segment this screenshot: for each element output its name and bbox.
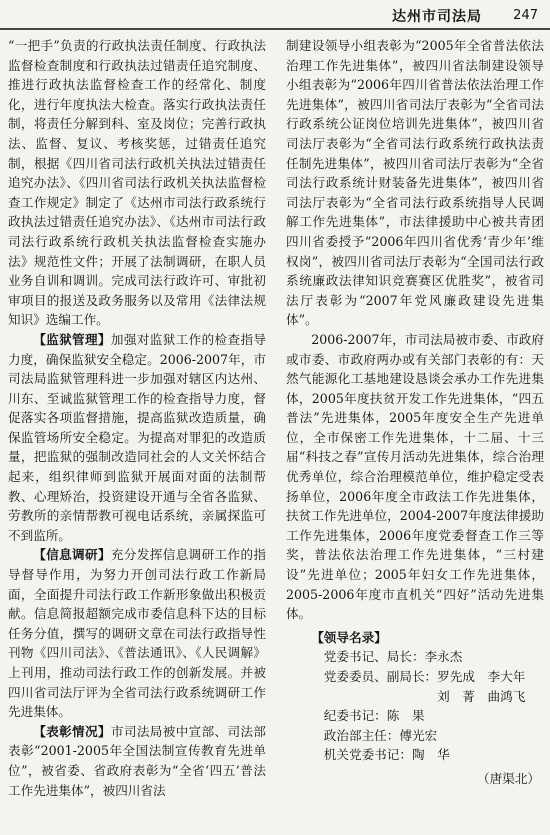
section-text-awards: 市司法局被中宣部、司法部表彰“2001-2005年全国法制宣传教育先进单位”，被省委、省政府表彰为“全省‘四五’普法工作先进集体”，被四川省法 xyxy=(8,723,267,798)
section-awards xyxy=(8,722,266,800)
page-number: 247 xyxy=(513,8,538,23)
right-column xyxy=(286,36,544,789)
leader-row: 政治部主任：傅光宏 xyxy=(323,727,438,743)
section-title-awards: 【表彰情况】 xyxy=(33,723,111,739)
section-text-info: 充分发挥信息调研工作的指导督导作用，为努力开创司法行政工作新局面，全面提升司法行政工作新形象做出积极贡献。信息简报超额完成市委信息科下达的目标任务分值，撰写的调研文章在司法行政指导性刊物《四川司法》、《普法通讯》、《人民调解》上刊用，推动司法行政工作的创新发展。并被四川省司法厅评为全省司法行政系统调研工作先进集体。 xyxy=(8,547,267,720)
section-title-prison: 【监狱管理】 xyxy=(33,331,111,347)
header-title: 达州市司法局 xyxy=(392,9,482,25)
author-credit: （唐渠北） xyxy=(477,770,540,786)
leaders-title: 【领导名录】 xyxy=(311,629,387,645)
paragraph-awards-continued: 制建设领导小组表彰为“2005年全省普法依法治理工作先进集体”，被四川省法制建设领导小组表彰为“2006年四川省普法依法治理工作先进集体”，被四川省司法厅表彰为“全省司法行政系统公证岗位培训先进集体”，被四川省司法厅表彰为“全省司法行政系统行政执法责任制先进集体”，被四川省司法厅表彰为“全省司法行政系统计财装备先进集体”，被四川省司法厅表彰为“全省司法行政系统指导人民调解工作先进集体”，市法律援助中心被共青团四川省委授予“2006年四川省优秀‘青少年’维权岗”，被四川省司法厅表彰为“全国司法行政系统廉政法律知识竞赛赛区优胜奖”，被省司法厅表彰为“2007年党风廉政建设先进集体”。 xyxy=(286,38,544,328)
paragraph-city-awards: 2006-2007年，市司法局被市委、市政府或市委、市政府两办或有关部门表彰的有：天然气能源化工基地建设恳谈会承办工作先进集体，2005年度扶贫开发工作先进集体，“四五普法”先进集体，2005年度安全生产先进单位，全市保密工作先进集体，十二届、十三届“科技之春”宣传月活动先进集体，综合治理优秀单位，综合治理模范单位，维护稳定受表扬单位，2006年度全市政法工作先进集体，扶贫工作先进单位，2004-2007年度法律援助工作先进集体，2006年度党委督查工作三等奖，普法依法治理工作先进集体，“三村建设”先进单位；2005年妇女工作先进集体，2005-2006年度市直机关“四好”活动先进集体。 xyxy=(286,331,544,622)
page-header xyxy=(0,0,550,28)
section-title-info: 【信息调研】 xyxy=(33,547,111,563)
section-info-research xyxy=(8,545,266,721)
header-rule xyxy=(0,28,550,30)
leader-row: 机关党委书记：陶 华 xyxy=(323,747,450,763)
leader-row: 党委委员、副局长：罗先成 李大年 xyxy=(323,669,526,684)
leader-row: 刘 菁 曲鸿飞 xyxy=(323,688,526,704)
paragraph-law-enforcement: “一把手”负责的行政执法责任制度、行政执法监督检查制度和行政执法过错责任追究制度、推进行政执法监督检查工作的经常化、制度化，进行年度执法大检查。落实行政执法责任制，将责任分解到科、室及岗位；完善行政执法、监督、复议、考核奖惩，过错责任追究制，根据《四川省司法行政机关执法过错责任追究办法》、《四川省司法行政机关执法监督检查工作规定》制定了《达州市司法行政系统行政执法过错责任追究办法》、《达州市司法行政司法行政系统行政机关执法监督检查实施办法》规范性文件；开展了法制调研，在职人员业务自训和调训。完成司法行政许可、审批初审项目的报送及政务服务以及常用《法律法规知识》选编工作。 xyxy=(8,38,266,328)
left-column xyxy=(8,36,266,800)
leader-row: 党委书记、局长：李永杰 xyxy=(323,649,463,665)
section-text-prison: 加强对监狱工作的检查指导力度，确保监狱安全稳定。2006-2007年，市司法局监狱管理科进一步加强对辖区内达州、川东、至诚监狱管理工作的检查指导力度，督促落实各项监督措施，提高监狱改造质量，确保监管场所安全稳定。为提高对罪犯的改造质量，把监狱的强制改造同社会的人文关怀结合起来，组织律师到监狱开展面对面的法制帮教、心理矫治，投资建设开通与全省各监狱、劳教所的亲情帮教可视电话系统，亲属探监可不到监所。 xyxy=(8,331,267,543)
section-prison-management xyxy=(8,330,266,546)
leader-row: 纪委书记：陈 果 xyxy=(323,708,425,724)
leaders-list xyxy=(286,628,544,765)
